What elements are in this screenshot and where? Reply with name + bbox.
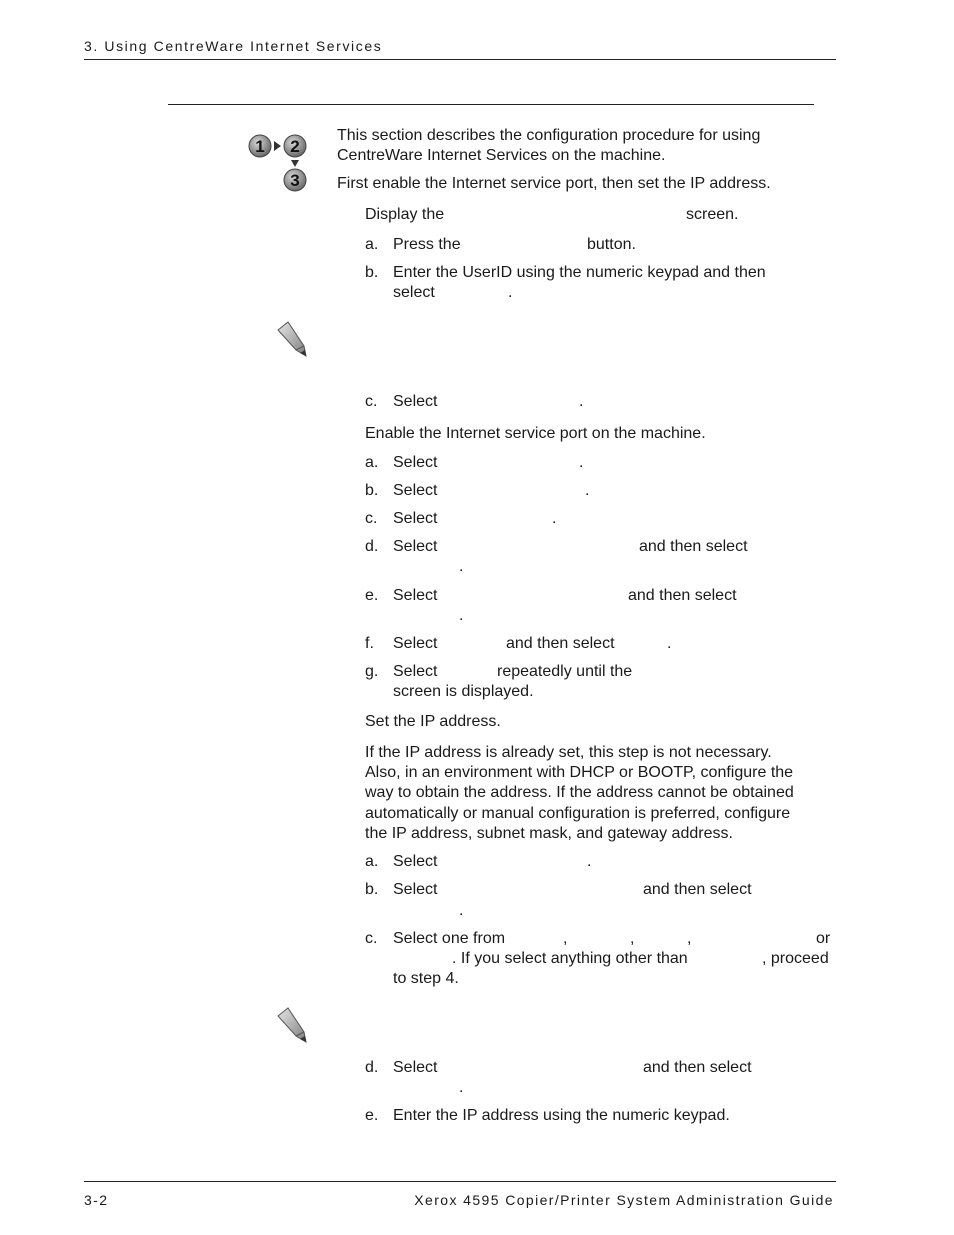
- intro-line: CentreWare Internet Services on the machine.: [337, 147, 666, 164]
- list-item-text: . If you select anything other than: [452, 950, 688, 967]
- list-marker: e.: [365, 1107, 379, 1124]
- list-marker: c.: [365, 930, 378, 947]
- list-item-text: or: [816, 930, 831, 947]
- paragraph-line: automatically or manual configuration is preferred, configure: [365, 805, 791, 822]
- list-item-text: Select: [393, 482, 438, 499]
- list-item-comma: ,: [630, 930, 635, 947]
- list-item-period: .: [667, 635, 672, 652]
- paragraph-line: If the IP address is already set, this step is not necessary.: [365, 744, 772, 761]
- list-item-text: , proceed: [762, 950, 829, 967]
- list-item-text: Enter the IP address using the numeric keypad.: [393, 1107, 730, 1124]
- list-item-text: Select: [393, 881, 438, 898]
- list-item-text: Select one from: [393, 930, 506, 947]
- list-item-text: Enter the UserID using the numeric keypad and then: [393, 264, 766, 281]
- list-item-period: .: [459, 607, 464, 624]
- svg-text:1: 1: [255, 137, 265, 156]
- list-item-period: .: [587, 853, 592, 870]
- note-pencil-icon: [274, 320, 310, 358]
- list-item-comma: ,: [563, 930, 568, 947]
- paragraph-line: way to obtain the address. If the address cannot be obtained: [365, 784, 794, 801]
- paragraph-line: the IP address, subnet mask, and gateway address.: [365, 825, 733, 842]
- step-1-lead-end: screen.: [686, 206, 739, 223]
- list-item-text: and then select: [639, 538, 748, 555]
- list-item-period: .: [579, 454, 584, 471]
- svg-text:3: 3: [290, 171, 300, 190]
- list-item-text: Select: [393, 663, 438, 680]
- list-item-period: .: [459, 902, 464, 919]
- header-rule: [84, 59, 836, 60]
- page-number: 3-2: [84, 1192, 109, 1208]
- step-3-lead: Set the IP address.: [365, 713, 501, 730]
- step-2-lead: Enable the Internet service port on the machine.: [365, 425, 706, 442]
- list-item-period: .: [579, 393, 584, 410]
- svg-text:2: 2: [290, 137, 300, 156]
- list-item-text: and then select: [628, 587, 737, 604]
- list-item-text: Select: [393, 510, 438, 527]
- list-item-text: to step 4.: [393, 970, 459, 987]
- list-item-text: select: [393, 284, 435, 301]
- list-item-text: Select: [393, 635, 438, 652]
- list-marker: b.: [365, 881, 379, 898]
- list-item-text: and then select: [643, 1059, 752, 1076]
- list-item-period: .: [552, 510, 557, 527]
- step-1-lead: Display the: [365, 206, 445, 223]
- section-rule: [168, 104, 814, 105]
- footer-rule: [84, 1181, 836, 1182]
- list-item-text: Select: [393, 1059, 438, 1076]
- intro-line: This section describes the configuration procedure for using: [337, 127, 761, 144]
- list-item-text: and then select: [506, 635, 615, 652]
- list-item-text: Select: [393, 587, 438, 604]
- list-marker: f.: [365, 635, 374, 652]
- list-marker: c.: [365, 510, 378, 527]
- list-marker: b.: [365, 482, 379, 499]
- list-marker: b.: [365, 264, 379, 281]
- list-item-text: Press the: [393, 236, 461, 253]
- list-marker: g.: [365, 663, 379, 680]
- list-item-text: button.: [587, 236, 636, 253]
- list-item-text: repeatedly until the: [497, 663, 633, 680]
- list-item-text: screen is displayed.: [393, 683, 534, 700]
- list-marker: e.: [365, 587, 379, 604]
- footer-title: Xerox 4595 Copier/Printer System Administration Guide: [414, 1192, 834, 1208]
- list-marker: a.: [365, 236, 379, 253]
- intro-line: First enable the Internet service port, then set the IP address.: [337, 175, 771, 192]
- list-marker: a.: [365, 454, 379, 471]
- note-pencil-icon: [274, 1006, 310, 1044]
- list-marker: c.: [365, 393, 378, 410]
- list-marker: a.: [365, 853, 379, 870]
- list-item-text: and then select: [643, 881, 752, 898]
- list-item-text: Select: [393, 393, 438, 410]
- list-item-text: Select: [393, 454, 438, 471]
- list-item-period: .: [585, 482, 590, 499]
- steps-123-icon: [246, 128, 310, 194]
- running-header: 3. Using CentreWare Internet Services: [84, 38, 383, 54]
- list-item-period: .: [508, 284, 513, 301]
- list-marker: d.: [365, 1059, 379, 1076]
- list-item-text: Select: [393, 853, 438, 870]
- paragraph-line: Also, in an environment with DHCP or BOOTP, configure the: [365, 764, 794, 781]
- list-marker: d.: [365, 538, 379, 555]
- list-item-period: .: [459, 1079, 464, 1096]
- list-item-period: .: [459, 558, 464, 575]
- list-item-text: Select: [393, 538, 438, 555]
- list-item-comma: ,: [687, 930, 692, 947]
